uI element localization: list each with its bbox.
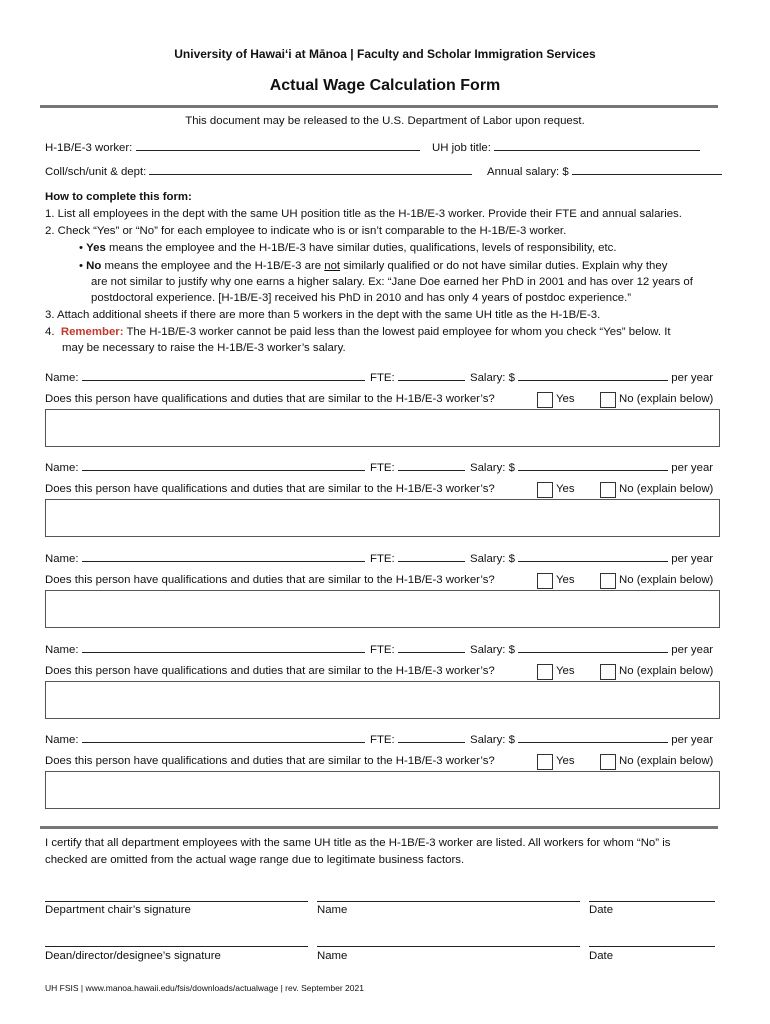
remember-label: Remember: — [60, 326, 124, 338]
dean-date-label: Date — [589, 950, 614, 962]
employee-salary-label: Salary: $ — [470, 372, 515, 384]
no-checkbox[interactable] — [600, 482, 616, 498]
employee-fte-field — [370, 369, 465, 384]
dean-name-line[interactable] — [317, 945, 580, 947]
per-year-label: per year — [671, 372, 714, 384]
explanation-box[interactable] — [45, 681, 720, 719]
employee-fte-field — [370, 459, 465, 474]
employee-fte-input-line[interactable] — [398, 550, 465, 562]
employee-name-field — [45, 369, 365, 384]
no-description-not: not — [324, 260, 341, 272]
employee-salary-label: Salary: $ — [470, 644, 515, 656]
employee-name-field — [45, 459, 365, 474]
employee-fte-label: FTE: — [370, 372, 395, 384]
dean-name-label: Name — [317, 950, 348, 962]
no-label: No (explain below) — [619, 574, 714, 586]
employee-fte-input-line[interactable] — [398, 731, 465, 743]
no-checkbox[interactable] — [600, 664, 616, 680]
employee-salary-input-line[interactable] — [518, 731, 668, 743]
salary-field — [487, 163, 722, 178]
explanation-box[interactable] — [45, 771, 720, 809]
title-divider — [40, 105, 718, 108]
employee-name-label: Name: — [45, 372, 79, 384]
no-label: No (explain below) — [619, 665, 714, 677]
yes-checkbox[interactable] — [537, 392, 553, 408]
employee-fte-label: FTE: — [370, 644, 395, 656]
salary-input-line[interactable] — [572, 163, 722, 175]
employee-fte-label: FTE: — [370, 553, 395, 565]
job-title-field — [432, 139, 700, 154]
worker-input-line[interactable] — [136, 139, 420, 151]
employee-fte-field — [370, 641, 465, 656]
employee-name-input-line[interactable] — [82, 459, 365, 471]
institution-header: University of Hawaiʻi at Mānoa | Faculty and Scholar Immigration Services — [174, 47, 596, 61]
employee-fte-field — [370, 731, 465, 746]
no-term: No — [86, 260, 102, 272]
step-4-text: The H-1B/E-3 worker cannot be paid less than the lowest paid employee for whom you check “Yes” below. It — [123, 326, 671, 338]
no-description-b: similarly qualified or do not have similar duties. Explain why they — [340, 260, 668, 272]
yes-checkbox[interactable] — [537, 664, 553, 680]
employee-salary-input-line[interactable] — [518, 459, 668, 471]
instructions-heading: How to complete this form: — [45, 191, 192, 203]
certify-line-1: I certify that all department employees with the same UH title as the H-1B/E-3 worker are listed. All workers for whom “No” is — [45, 837, 671, 849]
employee-name-input-line[interactable] — [82, 369, 365, 381]
similarity-question: Does this person have qualifications and duties that are similar to the H-1B/E-3 worker’s? — [45, 483, 495, 495]
job-title-label: UH job title: — [432, 142, 491, 154]
per-year-label: per year — [671, 462, 714, 474]
yes-label: Yes — [556, 393, 575, 405]
per-year-label: per year — [671, 553, 714, 565]
employee-salary-field — [470, 459, 713, 474]
employee-name-field — [45, 731, 365, 746]
employee-name-label: Name: — [45, 462, 79, 474]
yes-checkbox[interactable] — [537, 573, 553, 589]
similarity-question: Does this person have qualifications and duties that are similar to the H-1B/E-3 worker’s? — [45, 755, 495, 767]
no-label: No (explain below) — [619, 755, 714, 767]
yes-label: Yes — [556, 665, 575, 677]
dean-date-line[interactable] — [589, 945, 715, 947]
yes-description: means the employee and the H-1B/E-3 have similar duties, qualifications, levels of responsibility, etc. — [105, 242, 617, 254]
chair-signature-label: Department chair’s signature — [45, 904, 191, 916]
instruction-yes — [79, 242, 617, 254]
step-4-number: 4. — [45, 326, 55, 338]
employee-fte-label: FTE: — [370, 734, 395, 746]
instruction-step-2: 2. Check “Yes” or “No” for each employee to indicate who is or isn’t comparable to the H-1B/E-3 worker. — [45, 225, 567, 237]
worker-label: H-1B/E-3 worker: — [45, 142, 133, 154]
worker-field — [45, 139, 420, 154]
explanation-box[interactable] — [45, 499, 720, 537]
yes-term: Yes — [86, 242, 106, 254]
no-description-a: means the employee and the H-1B/E-3 are — [101, 260, 325, 272]
similarity-question: Does this person have qualifications and duties that are similar to the H-1B/E-3 worker’s? — [45, 665, 495, 677]
employee-salary-input-line[interactable] — [518, 641, 668, 653]
bullet-icon: • — [79, 242, 83, 254]
yes-label: Yes — [556, 574, 575, 586]
dept-label: Coll/sch/unit & dept: — [45, 166, 147, 178]
explanation-box[interactable] — [45, 590, 720, 628]
page-title: Actual Wage Calculation Form — [269, 77, 501, 94]
employee-salary-field — [470, 641, 713, 656]
employee-fte-input-line[interactable] — [398, 641, 465, 653]
dean-signature-label: Dean/director/designee’s signature — [45, 950, 221, 962]
chair-date-line[interactable] — [589, 900, 715, 902]
no-label: No (explain below) — [619, 483, 714, 495]
per-year-label: per year — [671, 734, 714, 746]
employee-salary-label: Salary: $ — [470, 462, 515, 474]
no-checkbox[interactable] — [600, 573, 616, 589]
employee-name-field — [45, 641, 365, 656]
dept-input-line[interactable] — [149, 163, 472, 175]
employee-name-field — [45, 550, 365, 565]
instruction-no-line-3: postdoctoral experience. [H-1B/E-3] received his PhD in 2010 and has only 4 years of postdoc experience.” — [91, 292, 632, 304]
no-label: No (explain below) — [619, 393, 714, 405]
employee-salary-field — [470, 369, 713, 384]
job-title-input-line[interactable] — [494, 139, 700, 151]
employee-name-label: Name: — [45, 644, 79, 656]
employee-salary-label: Salary: $ — [470, 734, 515, 746]
employee-salary-input-line[interactable] — [518, 550, 668, 562]
yes-checkbox[interactable] — [537, 482, 553, 498]
employee-fte-input-line[interactable] — [398, 459, 465, 471]
employee-salary-field — [470, 550, 713, 565]
footer: UH FSIS | www.manoa.hawaii.edu/fsis/downloads/actualwage | rev. September 2021 — [45, 983, 364, 993]
employee-fte-label: FTE: — [370, 462, 395, 474]
employee-salary-input-line[interactable] — [518, 369, 668, 381]
certify-line-2: checked are omitted from the actual wage range due to legitimate business factors. — [45, 854, 465, 866]
instruction-step-4 — [45, 326, 671, 338]
release-notice: This document may be released to the U.S. Department of Labor upon request. — [185, 115, 585, 127]
employee-name-label: Name: — [45, 553, 79, 565]
employee-name-label: Name: — [45, 734, 79, 746]
instruction-no-line-2: are not similar to justify why one earns a higher salary. Ex: “Jane Doe earned her PhD in 2001 and has over 12 years of — [91, 276, 693, 288]
employee-name-input-line[interactable] — [82, 550, 365, 562]
no-checkbox[interactable] — [600, 392, 616, 408]
dept-field — [45, 163, 472, 178]
per-year-label: per year — [671, 644, 714, 656]
similarity-question: Does this person have qualifications and duties that are similar to the H-1B/E-3 worker’s? — [45, 393, 495, 405]
instruction-step-4-line-2: may be necessary to raise the H-1B/E-3 worker’s salary. — [62, 342, 346, 354]
employee-salary-field — [470, 731, 713, 746]
bullet-icon: • — [79, 260, 83, 272]
instruction-no — [79, 260, 667, 272]
yes-checkbox[interactable] — [537, 754, 553, 770]
instruction-step-3: 3. Attach additional sheets if there are more than 5 workers in the dept with the same UH title as the H-1B/E-3. — [45, 309, 601, 321]
no-checkbox[interactable] — [600, 754, 616, 770]
employee-fte-input-line[interactable] — [398, 369, 465, 381]
similarity-question: Does this person have qualifications and duties that are similar to the H-1B/E-3 worker’s? — [45, 574, 495, 586]
employee-name-input-line[interactable] — [82, 731, 365, 743]
instruction-step-1: 1. List all employees in the dept with the same UH position title as the H-1B/E-3 worker. Provide their FTE and annual salaries. — [45, 208, 682, 220]
employee-name-input-line[interactable] — [82, 641, 365, 653]
employee-salary-label: Salary: $ — [470, 553, 515, 565]
yes-label: Yes — [556, 755, 575, 767]
chair-date-label: Date — [589, 904, 614, 916]
chair-name-label: Name — [317, 904, 348, 916]
employee-fte-field — [370, 550, 465, 565]
chair-name-line[interactable] — [317, 900, 580, 902]
certify-divider — [40, 826, 718, 829]
explanation-box[interactable] — [45, 409, 720, 447]
dean-signature-line[interactable] — [45, 945, 308, 947]
salary-label: Annual salary: $ — [487, 166, 569, 178]
yes-label: Yes — [556, 483, 575, 495]
chair-signature-line[interactable] — [45, 900, 308, 902]
